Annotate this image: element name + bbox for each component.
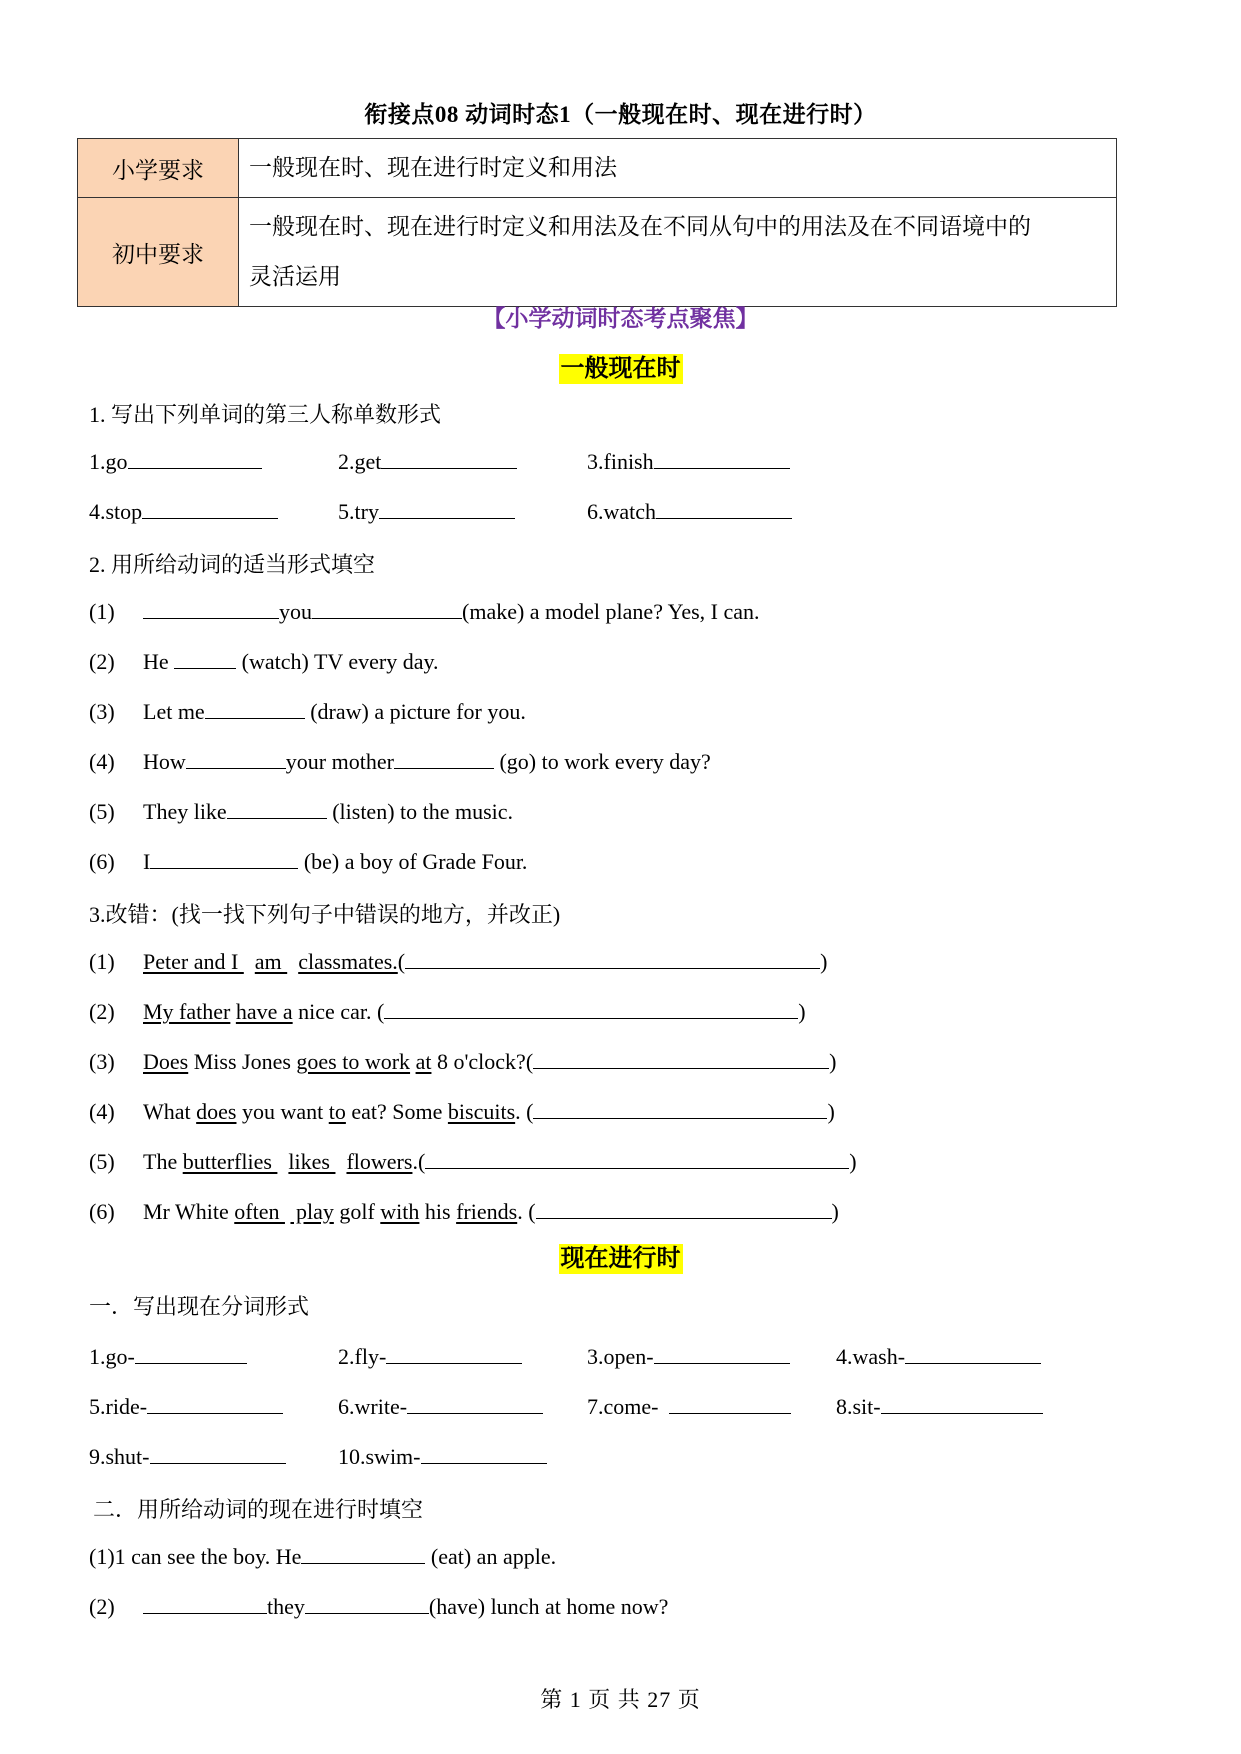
list-item: 3.finish	[587, 448, 790, 475]
list-item: 5.ride-	[89, 1393, 283, 1420]
list-item: 4.wash-	[836, 1343, 1041, 1370]
answer-blank[interactable]	[405, 948, 820, 969]
answer-blank[interactable]	[654, 448, 790, 469]
list-item: 6.write-	[338, 1393, 543, 1420]
list-item: 4.stop	[89, 498, 278, 525]
list-item: 3.open-	[587, 1343, 790, 1370]
answer-blank[interactable]	[174, 648, 236, 669]
list-item: 7.come-	[587, 1393, 791, 1420]
list-item: (1) Peter and I am classmates.( )	[89, 949, 828, 974]
list-item: (2) My father have a nice car. ( )	[89, 999, 806, 1024]
section-heading-simple-present: 一般现在时	[560, 356, 681, 382]
question-title: 3.改错：(找一找下列句子中错误的地方，并改正)	[89, 902, 561, 927]
question-title: 二．用所给动词的现在进行时填空	[93, 1497, 424, 1522]
list-item: (1) you (make) a model plane? Yes, I can.	[89, 599, 760, 624]
answer-blank[interactable]	[312, 598, 462, 619]
answer-blank[interactable]	[186, 748, 286, 769]
list-item: (6) I (be) a boy of Grade Four.	[89, 849, 528, 874]
answer-blank[interactable]	[407, 1393, 543, 1414]
list-item: 6.watch	[587, 498, 792, 525]
list-item: (5) The butterflies likes flowers.( )	[89, 1149, 857, 1174]
answer-blank[interactable]	[142, 498, 278, 519]
answer-blank[interactable]	[128, 448, 262, 469]
list-item: (3) Let me (draw) a picture for you.	[89, 699, 526, 724]
page-title: 衔接点08 动词时态1（一般现在时、现在进行时）	[364, 102, 877, 127]
primary-label: 小学要求	[78, 139, 239, 198]
list-item: (4) What does you want to eat? Some biscuits. ( )	[89, 1099, 835, 1124]
section-heading-present-continuous: 现在进行时	[560, 1246, 681, 1272]
answer-blank[interactable]	[143, 598, 279, 619]
page-footer: 第 1 页 共 27 页	[540, 1687, 701, 1712]
answer-blank[interactable]	[536, 1198, 832, 1219]
answer-blank[interactable]	[150, 848, 298, 869]
list-item: (4) How your mother (go) to work every day?	[89, 749, 711, 774]
list-item: 10.swim-	[338, 1443, 547, 1470]
answer-blank[interactable]	[135, 1343, 247, 1364]
list-item: 2.get	[338, 448, 517, 475]
table-row	[78, 139, 1117, 198]
answer-blank[interactable]	[150, 1443, 286, 1464]
list-item: (6) Mr White often play golf with his friends. ( )	[89, 1199, 839, 1224]
list-item: 9.shut-	[89, 1443, 286, 1470]
list-item: 8.sit-	[836, 1393, 1043, 1420]
answer-blank[interactable]	[381, 448, 517, 469]
answer-blank[interactable]	[656, 498, 792, 519]
list-item: 5.try	[338, 498, 515, 525]
junior-value: 一般现在时、现在进行时定义和用法及在不同从句中的用法及在不同语境中的 灵活运用	[239, 198, 1117, 307]
answer-blank[interactable]	[147, 1393, 283, 1414]
table-row	[78, 198, 1117, 307]
focus-heading: 【小学动词时态考点聚焦】	[482, 306, 759, 331]
answer-blank[interactable]	[425, 1148, 849, 1169]
answer-blank[interactable]	[143, 1593, 267, 1614]
question-title: 1. 写出下列单词的第三人称单数形式	[89, 402, 442, 427]
primary-value: 一般现在时、现在进行时定义和用法	[239, 139, 1117, 198]
list-item: 1.go	[89, 448, 262, 475]
list-item: (2) they (have) lunch at home now?	[89, 1594, 669, 1619]
answer-blank[interactable]	[379, 498, 515, 519]
requirements-table	[77, 138, 1117, 307]
list-item: (1)1 can see the boy. He (eat) an apple.	[89, 1544, 557, 1569]
list-item: 2.fly-	[338, 1343, 522, 1370]
list-item: 1.go-	[89, 1343, 247, 1370]
list-item: (5) They like (listen) to the music.	[89, 799, 514, 824]
answer-blank[interactable]	[669, 1393, 791, 1414]
answer-blank[interactable]	[533, 1048, 829, 1069]
answer-blank[interactable]	[905, 1343, 1041, 1364]
list-item: (2) He (watch) TV every day.	[89, 649, 439, 674]
answer-blank[interactable]	[654, 1343, 790, 1364]
list-item: (3) Does Miss Jones goes to work at 8 o'clock?( )	[89, 1049, 837, 1074]
question-title: 2. 用所给动词的适当形式填空	[89, 552, 376, 577]
answer-blank[interactable]	[394, 748, 494, 769]
answer-blank[interactable]	[305, 1593, 429, 1614]
answer-blank[interactable]	[421, 1443, 547, 1464]
answer-blank[interactable]	[227, 798, 327, 819]
answer-blank[interactable]	[205, 698, 305, 719]
answer-blank[interactable]	[386, 1343, 522, 1364]
junior-label: 初中要求	[78, 198, 239, 307]
answer-blank[interactable]	[301, 1543, 425, 1564]
question-title: 一．写出现在分词形式	[89, 1294, 310, 1319]
answer-blank[interactable]	[384, 998, 798, 1019]
answer-blank[interactable]	[881, 1393, 1043, 1414]
answer-blank[interactable]	[533, 1098, 827, 1119]
